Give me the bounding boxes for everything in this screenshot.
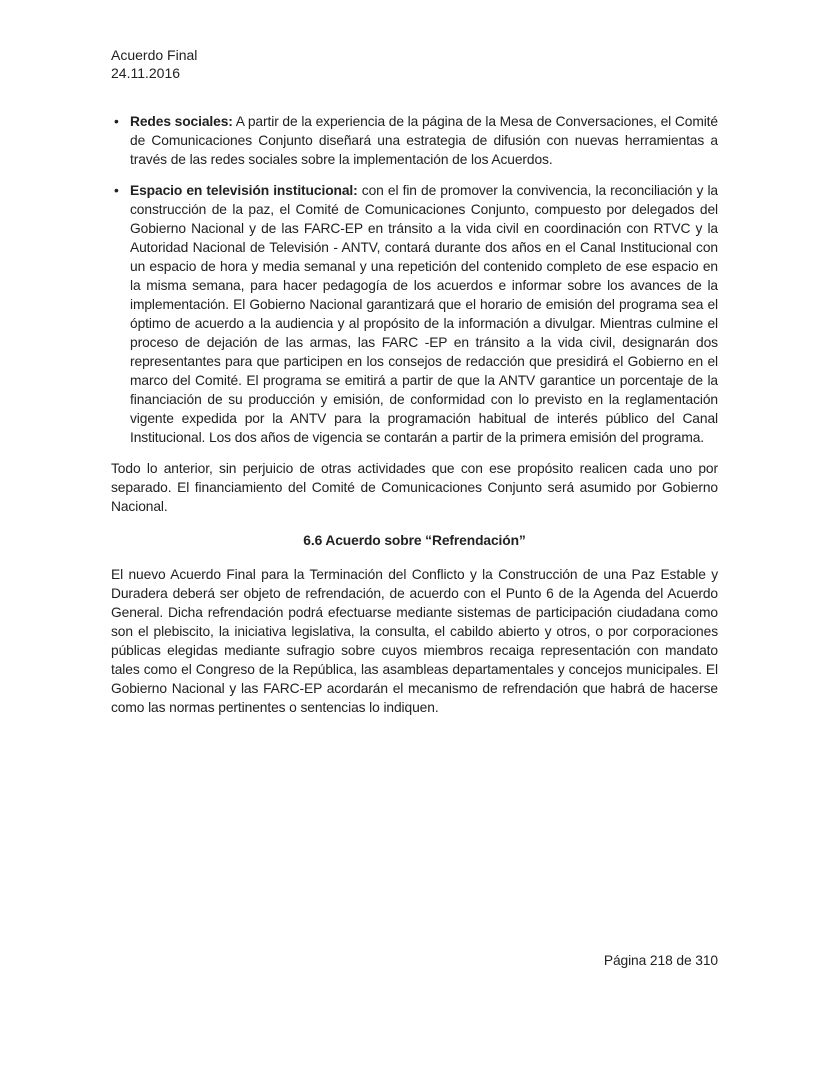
page-content xyxy=(111,46,718,717)
paragraph-closing: Todo lo anterior, sin perjuicio de otras actividades que con ese propósito realicen cada uno por separado. El financiamiento del Comité de Comunicaciones Conjunto será asumido por Gobierno Nacional. xyxy=(111,461,718,514)
bullet-lead: Espacio en televisión institucional: xyxy=(130,183,358,198)
bullet-item-espacio-television xyxy=(111,181,718,447)
bullet-icon: • xyxy=(114,114,119,129)
header-title: Acuerdo Final xyxy=(111,47,198,63)
bullet-icon: • xyxy=(114,183,119,198)
paragraph-refrendacion: El nuevo Acuerdo Final para la Terminación del Conflicto y la Construcción de una Paz Estable y Duradera deberá ser objeto de refrendación, de acuerdo con el Punto 6 de la Agenda del Acuerdo General. Dicha refrendación podrá efectuarse mediante sistemas de participación ciudadana como son el plebiscito, la iniciativa legislativa, la consulta, el cabildo abierto y otros, o por corporaciones públicas elegidas mediante sufragio sobre cuyos miembros recaiga representación con mandato tales como el Congreso de la República, las asambleas departamentales y concejos municipales. El Gobierno Nacional y las FARC-EP acordarán el mecanismo de refrendación que habrá de hacerse como las normas pertinentes o sentencias lo indiquen. xyxy=(111,567,718,715)
bullet-text: A partir de la experiencia de la página de la Mesa de Conversaciones, el Comité de Comunicaciones Conjunto diseñará una estrategia de difusión con nuevas herramientas a través de las redes sociales sobre la implementación de los Acuerdos. xyxy=(130,114,718,167)
bullet-item-redes-sociales xyxy=(111,112,718,169)
bullet-lead: Redes sociales: xyxy=(130,114,233,129)
page-header xyxy=(111,46,718,82)
header-date: 24.11.2016 xyxy=(111,65,181,81)
bullet-text: con el fin de promover la convivencia, la reconciliación y la construcción de la paz, el Comité de Comunicaciones Conjunto, compuesto por delegados del Gobierno Nacional y de las FARC-EP en tránsito a la vida civil en coordinación con RTVC y la Autoridad Nacional de Televisión - ANTV, contará durante dos años en el Canal Institucional con un espacio de hora y media semanal y una repetición del contenido completo de ese espacio en la misma semana, para hacer pedagogía de los acuerdos e informar sobre los avances de la implementación. El Gobierno Nacional garantizará que el horario de emisión del programa sea el óptimo de acuerdo a la audiencia y al propósito de la información a divulgar. Mientras culmine el proceso de dejación de las armas, las FARC -EP en tránsito a la vida civil, designarán dos representantes para que participen en los consejos de redacción que presidirá el Gobierno en el marco del Comité. El programa se emitirá a partir de que la ANTV garantice un porcentaje de la financiación de su producción y emisión, de conformidad con lo previsto en la reglamentación vigente expedida por la ANTV para la programación habitual de interés público del Canal Institucional. Los dos años de vigencia se contarán a partir de la primera emisión del programa. xyxy=(130,183,718,445)
bullet-list xyxy=(111,112,718,447)
page-number: Página 218 de 310 xyxy=(603,953,718,968)
section-heading: 6.6 Acuerdo sobre “Refrendación” xyxy=(303,533,526,548)
